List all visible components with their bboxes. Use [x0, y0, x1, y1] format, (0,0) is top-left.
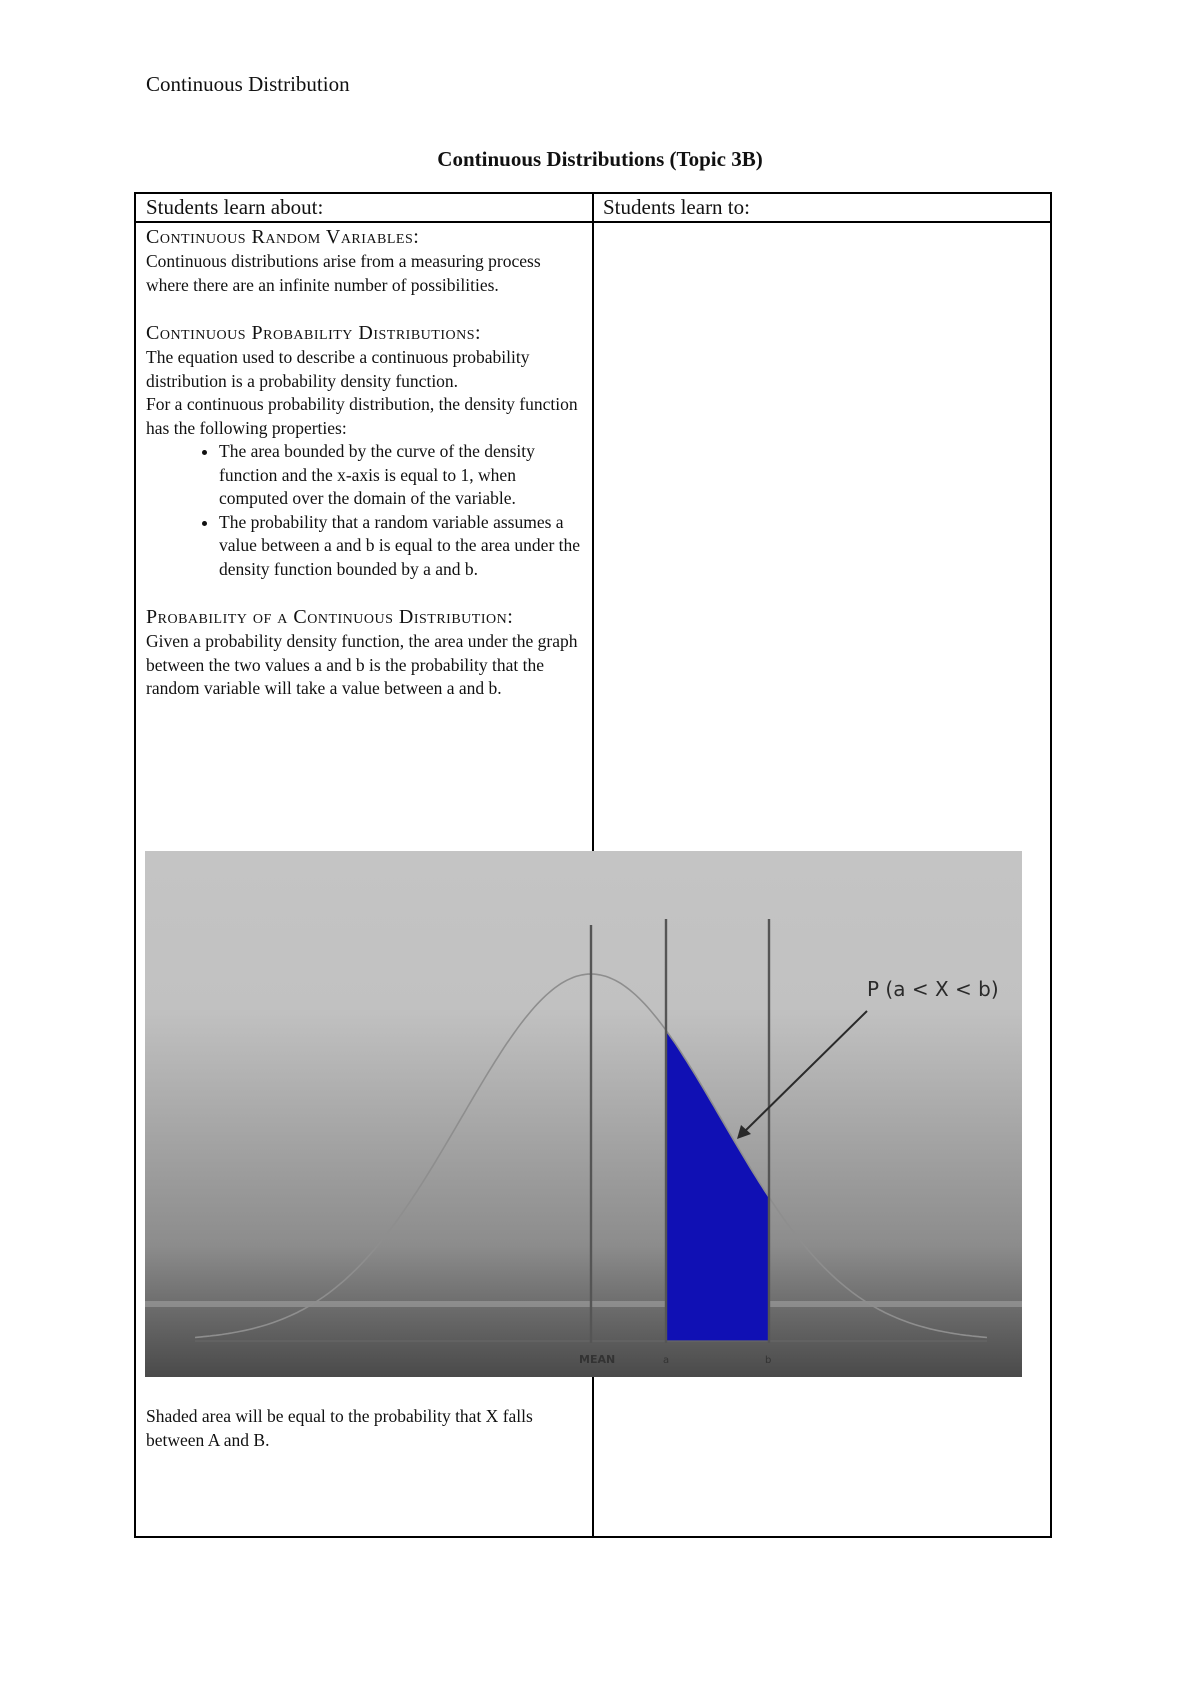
figure-caption: Shaded area will be equal to the probability that X falls between A and B. — [146, 1406, 533, 1450]
properties-list — [146, 440, 586, 581]
section-heading-random-variables: Continuous Random Variables: — [146, 226, 420, 248]
annotation-label: P (a < X < b) — [867, 977, 999, 1001]
header-rule — [134, 221, 1052, 223]
mean-label: MEAN — [579, 1353, 616, 1366]
learn-about-content — [146, 224, 586, 701]
normal-distribution-figure — [145, 851, 1022, 1377]
page-title: Continuous Distributions (Topic 3B) — [437, 147, 763, 171]
section-body-pdf-definition: The equation used to describe a continuous probability distribution is a probability density function. — [146, 347, 530, 391]
section-heading-probability-distributions: Continuous Probability Distributions: — [146, 322, 482, 344]
list-item: • The area bounded by the curve of the density function and the x-axis is equal to 1, when computed over the domain of the variable. — [219, 440, 586, 511]
b-label: b — [765, 1355, 772, 1366]
section-body-pdf-properties: For a continuous probability distribution, the density function has the following properties: — [146, 394, 578, 438]
section-body-random-variables: Continuous distributions arise from a measuring process where there are an infinite number of possibilities. — [146, 251, 541, 295]
column-header-learn-to: Students learn to: — [603, 195, 750, 219]
section-body-probability-continuous: Given a probability density function, the area under the graph between the two values a and b is the probability that the random variable will take a value between a and b. — [146, 631, 578, 698]
column-header-learn-about: Students learn about: — [146, 195, 324, 219]
figure-background — [145, 851, 1022, 1377]
running-header: Continuous Distribution — [146, 72, 350, 96]
a-label: a — [663, 1355, 670, 1366]
section-heading-probability-continuous: Probability of a Continuous Distribution: — [146, 606, 514, 628]
list-item: • The probability that a random variable assumes a value between a and b is equal to the area under the density function bounded by a and b. — [219, 511, 586, 582]
figure-highlight-band — [145, 1301, 1022, 1307]
